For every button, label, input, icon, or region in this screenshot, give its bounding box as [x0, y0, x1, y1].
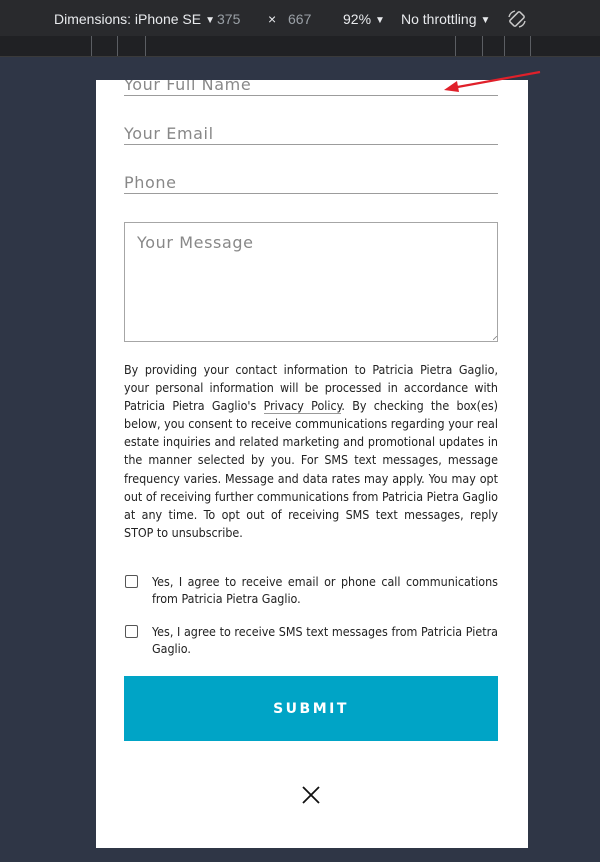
ruler-tick: [530, 36, 531, 56]
caret-down-icon: ▼: [205, 15, 215, 26]
media-query-ruler: [0, 36, 600, 57]
privacy-policy-link[interactable]: Privacy Policy: [263, 398, 342, 414]
height-input[interactable]: 667: [288, 11, 312, 27]
ruler-tick: [482, 36, 483, 56]
dimension-times: ×: [268, 11, 277, 27]
throttling-select[interactable]: [401, 11, 490, 27]
ruler-tick: [504, 36, 505, 56]
consent-text-part1: By providing your contact information to Patricia Pietra Gaglio, your personal information will be processed in accordance with Patricia Pietra Gaglio's: [124, 362, 498, 414]
rotate-icon[interactable]: [507, 9, 527, 29]
zoom-select[interactable]: [343, 11, 385, 27]
caret-down-icon: ▼: [375, 15, 385, 26]
consent-text: [124, 361, 498, 542]
annotation-arrow-icon: [440, 68, 545, 96]
device-viewport: [96, 80, 528, 848]
ruler-tick: [145, 36, 146, 56]
device-select[interactable]: [54, 11, 215, 27]
resize-grip-icon[interactable]: [493, 336, 497, 340]
message-textarea[interactable]: [124, 222, 498, 342]
submit-button[interactable]: SUBMIT: [124, 676, 498, 741]
email-consent-label: Yes, I agree to receive email or phone call communications from Patricia Pietra Gaglio.: [152, 574, 498, 606]
ruler-tick: [91, 36, 92, 56]
width-input[interactable]: 375: [217, 11, 241, 27]
ruler-tick: [455, 36, 456, 56]
zoom-label: 92%: [343, 11, 372, 27]
ruler-tick: [117, 36, 118, 56]
email-consent-checkbox[interactable]: [125, 575, 138, 588]
throttling-label: No throttling: [401, 11, 477, 27]
sms-consent-checkbox[interactable]: [125, 625, 138, 638]
devtools-device-toolbar: [0, 0, 600, 37]
caret-down-icon: ▼: [480, 15, 491, 26]
consent-text-part2: . By checking the box(es) below, you consent to receive communications regarding your real estate inquiries and related marketing and promotional updates in the manner selected by you. For SMS text messages, message frequency varies. Message and data rates may apply. You may opt out of receiving further communications from Patricia Pietra Gaglio at any time. To opt out of receiving SMS text messages, reply STOP to unsubscribe.: [124, 398, 498, 540]
close-icon[interactable]: [302, 786, 320, 804]
email-input[interactable]: [124, 122, 498, 145]
sms-consent-label: Yes, I agree to receive SMS text messages from Patricia Pietra Gaglio.: [152, 624, 498, 656]
device-label: Dimensions: iPhone SE: [54, 11, 202, 27]
phone-input[interactable]: [124, 171, 498, 194]
